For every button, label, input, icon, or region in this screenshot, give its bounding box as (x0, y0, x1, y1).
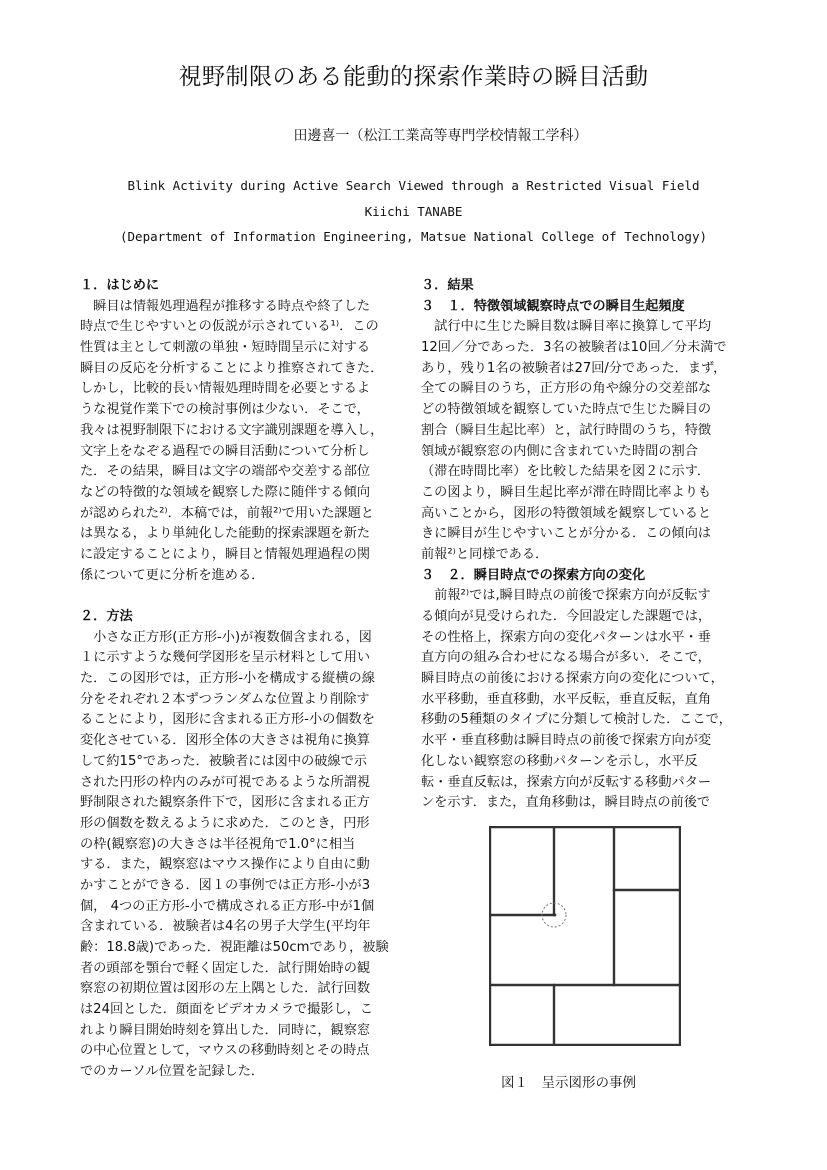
body-line: 野制限された観察条件下で，図形に含まれる正方 (80, 795, 370, 811)
body-line: その性格上，探索方向の変化パターンは水平・垂 (421, 629, 711, 645)
body-line: 化しない観察窓の移動パターンを示し，水平反 (421, 753, 698, 769)
body-line: 含まれている．被験者は4名の男子大学生(平均年 (80, 919, 371, 935)
body-line: して約15°であった．被験者には図中の破線で示 (80, 753, 367, 769)
body-line: 文字上をなぞる過程での瞬目活動について分析し (80, 443, 370, 459)
left-column (80, 276, 415, 1083)
body-line: 小さな正方形(正方形-小)が複数個含まれる，図 (80, 629, 372, 645)
body-line: 領域が観察窓の内側に含まれていた時間の割合 (421, 443, 698, 459)
english-title: Blink Activity during Active Search Viewed through a Restricted Visual Field (127, 178, 700, 193)
body-line: （滞在時間比率）を比較した結果を図２に示す． (421, 464, 711, 480)
subsection-heading-3-2: ３ ２．瞬目時点での探索方向の変化 (421, 567, 646, 583)
figure-1-geometric-pattern (489, 826, 681, 1046)
body-line: 我々は視野制限下における文字識別課題を導入し， (80, 422, 384, 438)
body-line: 移動の5種類のタイプに分類して検討した．ここで， (421, 712, 732, 728)
body-line: 者の頭部を顎台で軽く固定した．試行開始時の観 (80, 960, 371, 976)
body-line: あり，残り1名の被験者は27回/分であった．まず， (421, 360, 727, 376)
body-line: ることにより，図形に含まれる正方形-小の個数を (80, 712, 375, 728)
body-line: れより瞬目開始時刻を算出した．同時に，観察窓 (80, 1022, 371, 1038)
body-line: た．その結果，瞬目は文字の端部や交差する部位 (80, 464, 371, 480)
english-affiliation: (Department of Information Engineering, Matsue National College of Technology) (120, 229, 707, 244)
body-line: 割合（瞬目生起比率）と，試行時間のうち，特徴 (421, 422, 712, 438)
body-line: 齢：18.8歳)であった．視距離は50cmであり，被験 (80, 940, 389, 955)
body-line: 前報²⁾では,瞬目時点の前後で探索方向が反転す (421, 588, 711, 604)
body-line: 時点で生じやすいとの仮説が示されている¹⁾．この (80, 319, 379, 335)
body-line: する．また，観察窓はマウス操作により自由に動 (80, 857, 370, 873)
body-line: ンを示す．また，直角移動は，瞬目時点の前後で (421, 795, 711, 811)
body-line: の枠(観察窓)の大きさは半径視角で1.0°に相当 (80, 836, 356, 852)
body-line: きに瞬目が生じやすいことが分かる．この傾向は (421, 526, 712, 542)
body-line: うな視覚作業下での検討事例は少ない．そこで， (80, 402, 370, 418)
body-line: 水平・垂直移動は瞬目時点の前後で探索方向が変 (421, 733, 712, 749)
body-line: 瞬目の反応を分析することにより推察されてきた． (80, 360, 384, 376)
body-line: 察窓の初期位置は図形の左上隅とした．試行回数 (80, 981, 371, 997)
body-line: 瞬目時点の前後における探索方向の変化について， (421, 671, 724, 687)
section-heading-results: ３．結果 (421, 278, 474, 293)
body-line: た．この図形では，正方形-小を構成する縦横の線 (80, 671, 375, 687)
subsection-heading-3-1: ３ １．特徴領域観察時点での瞬目生起頻度 (421, 298, 685, 314)
body-line: どの特徴領域を観察していた時点で生じた瞬目の (421, 402, 712, 418)
body-line: 性質は主として刺激の単独・短時間呈示に対する (80, 340, 371, 356)
body-line: は異なる，より単純化した能動的探索課題を新た (80, 526, 371, 542)
body-line: 形の個数を数えるように求めた．このとき，円形 (80, 815, 370, 831)
body-line: かすことができる．図１の事例では正方形-小が3 (80, 877, 371, 893)
body-line: しかし，比較的長い情報処理時間を必要とするよ (80, 381, 371, 397)
body-line: 試行中に生じた瞬目数は瞬目率に換算して平均 (421, 319, 712, 335)
body-line: などの特徴的な領域を観察した際に随伴する傾向 (80, 484, 371, 500)
right-column (421, 276, 756, 814)
body-line: 分をそれぞれ２本ずつランダムな位置より削除す (80, 691, 370, 707)
body-line: １に示すような幾何学図形を呈示材料として用い (80, 650, 371, 666)
figure-caption: 図１ 呈示図形の事例 (501, 1075, 636, 1091)
english-author: Kiichi TANABE (364, 204, 463, 219)
body-line: された円形の枠内のみが可視であるような所謂視 (80, 774, 371, 790)
body-line: 水平移動，垂直移動，水平反転，垂直反転，直角 (421, 691, 712, 707)
body-line: でのカーソル位置を記録した． (80, 1064, 265, 1080)
blank-line (80, 586, 415, 607)
body-line: 変化させている．図形全体の大きさは視角に換算 (80, 733, 371, 749)
section-heading-method: ２．方法 (80, 609, 133, 624)
body-line: が認められた²⁾．本稿では，前報²⁾で用いた課題と (80, 505, 374, 521)
body-line: 全ての瞬目のうち，正方形の角や線分の交差部な (421, 381, 712, 397)
author-line: 田邊喜一（松江工業高等専門学校情報工学科） (293, 128, 588, 144)
body-line: この図より，瞬目生起比率が滞在時間比率よりも (421, 484, 712, 500)
body-line: 直方向の組み合わせになる場合が多い．そこで， (421, 650, 711, 666)
body-line: に設定することにより，瞬目と情報処理過程の関 (80, 546, 371, 562)
body-line: 12回／分であった．3名の被験者は10回／分未満で (421, 340, 727, 356)
body-line: は24回とした．顔面をビデオカメラで撮影し，こ (80, 1002, 374, 1018)
body-line: 高いことから，図形の特徴領域を観察していると (421, 505, 712, 521)
body-line: 転・垂直反転は，探索方向が反転する移動パター (421, 774, 712, 790)
body-line: の中心位置として，マウスの移動時刻とその時点 (80, 1043, 370, 1059)
body-line: 係について更に分析を進める． (80, 567, 265, 583)
section-heading-intro: １．はじめに (80, 278, 160, 293)
body-line: 前報²⁾と同様である． (421, 546, 549, 562)
body-line: 瞬目は情報処理過程が推移する時点や終了した (80, 298, 371, 314)
body-line: 個， 4つの正方形-小で構成される正方形-中が1個 (80, 898, 375, 914)
body-line: る傾向が見受けられた．今回設定した課題では， (421, 609, 712, 624)
paper-title: 視野制限のある能動的探索作業時の瞬目活動 (178, 64, 649, 90)
